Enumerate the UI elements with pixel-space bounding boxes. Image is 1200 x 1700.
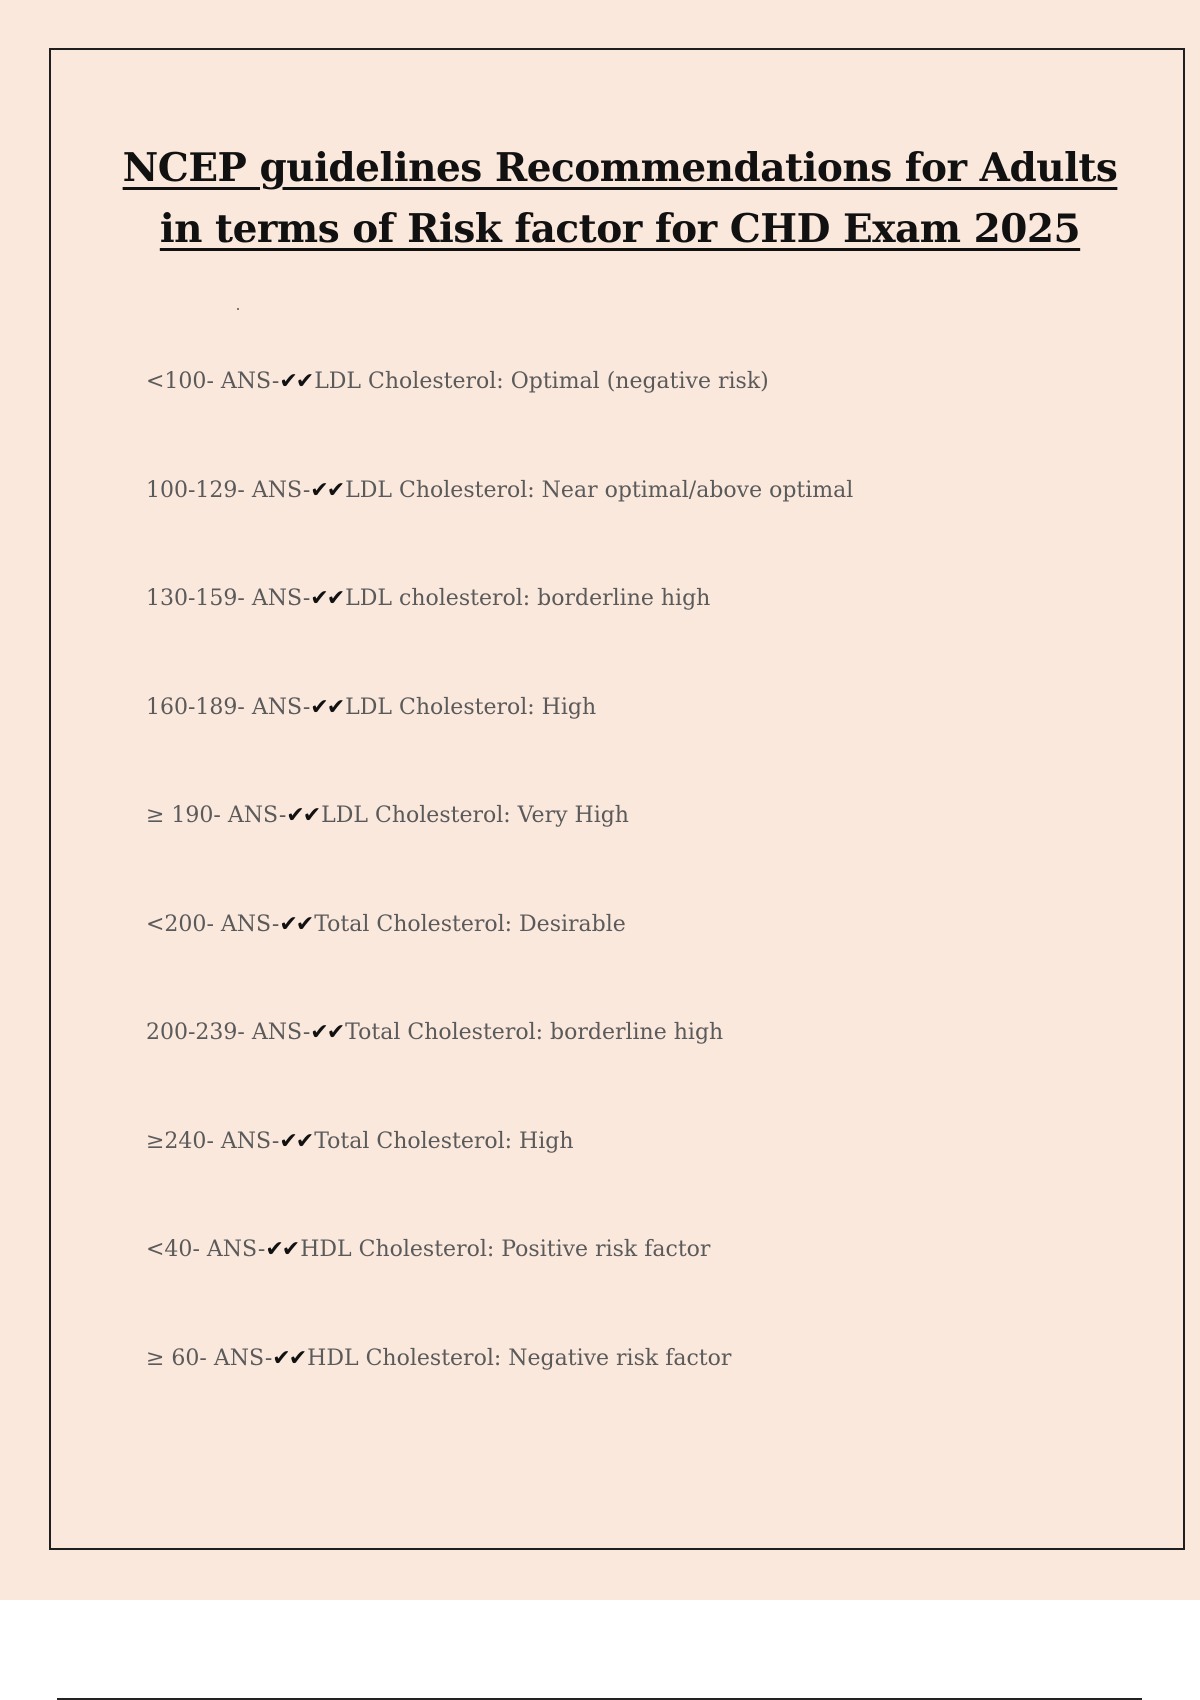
qa-term: <40	[146, 1237, 193, 1262]
qa-term: 130-159	[146, 586, 238, 611]
answer-prefix: - ANS-	[206, 1128, 280, 1154]
qa-answer: Total Cholesterol: borderline high	[345, 1020, 724, 1045]
check-mark-icon: ✔✔	[310, 694, 344, 720]
stray-dot	[237, 308, 239, 310]
qa-item	[146, 1120, 853, 1229]
answer-prefix: - ANS-	[192, 1237, 266, 1262]
check-mark-icon: ✔✔	[265, 1237, 299, 1262]
qa-answer: LDL Cholesterol: Very High	[321, 803, 629, 828]
qa-list	[146, 360, 853, 1445]
qa-term: <100	[146, 369, 207, 394]
check-mark-icon: ✔✔	[272, 1345, 306, 1371]
check-mark-icon: ✔✔	[279, 1128, 313, 1154]
check-mark-icon: ✔✔	[310, 586, 344, 611]
qa-term: ≥ 60	[146, 1345, 200, 1371]
qa-term: 200-239	[146, 1020, 238, 1045]
answer-prefix: - ANS-	[199, 1345, 273, 1371]
check-mark-icon: ✔✔	[279, 369, 313, 394]
answer-prefix: - ANS-	[213, 803, 287, 828]
title-line-1: NCEP guidelines Recommendations for Adults	[122, 145, 1118, 191]
qa-item	[146, 469, 853, 578]
qa-item	[146, 1011, 853, 1120]
answer-prefix: - ANS-	[237, 1020, 311, 1045]
title-line-2: in terms of Risk factor for CHD Exam 2025	[159, 206, 1081, 252]
check-mark-icon: ✔✔	[310, 477, 344, 503]
qa-item	[146, 360, 853, 469]
check-mark-icon: ✔✔	[310, 1020, 344, 1045]
answer-prefix: - ANS-	[237, 477, 311, 503]
answer-prefix: - ANS-	[237, 586, 311, 611]
qa-item	[146, 1228, 853, 1337]
qa-term: ≥ 190	[146, 803, 214, 828]
qa-term: 100-129	[146, 477, 238, 503]
qa-answer: LDL Cholesterol: Optimal (negative risk)	[314, 369, 769, 394]
qa-term: ≥240	[146, 1128, 207, 1154]
qa-term: 160-189	[146, 694, 238, 720]
answer-prefix: - ANS-	[237, 694, 311, 720]
qa-answer: LDL Cholesterol: Near optimal/above optimal	[345, 477, 854, 503]
document-title	[0, 138, 1200, 260]
check-mark-icon: ✔✔	[286, 803, 320, 828]
qa-item	[146, 686, 853, 795]
qa-answer: LDL Cholesterol: High	[345, 694, 597, 720]
qa-item	[146, 794, 853, 903]
qa-item	[146, 903, 853, 1012]
answer-prefix: - ANS-	[206, 369, 280, 394]
qa-term: <200	[146, 911, 207, 937]
qa-answer: Total Cholesterol: High	[314, 1128, 574, 1154]
check-mark-icon: ✔✔	[279, 911, 313, 937]
qa-answer: Total Cholesterol: Desirable	[314, 911, 626, 937]
qa-item	[146, 1337, 853, 1446]
qa-answer: LDL cholesterol: borderline high	[345, 586, 711, 611]
qa-answer: HDL Cholesterol: Negative risk factor	[307, 1345, 732, 1371]
qa-answer: HDL Cholesterol: Positive risk factor	[300, 1237, 711, 1262]
answer-prefix: - ANS-	[206, 911, 280, 937]
qa-item	[146, 577, 853, 686]
